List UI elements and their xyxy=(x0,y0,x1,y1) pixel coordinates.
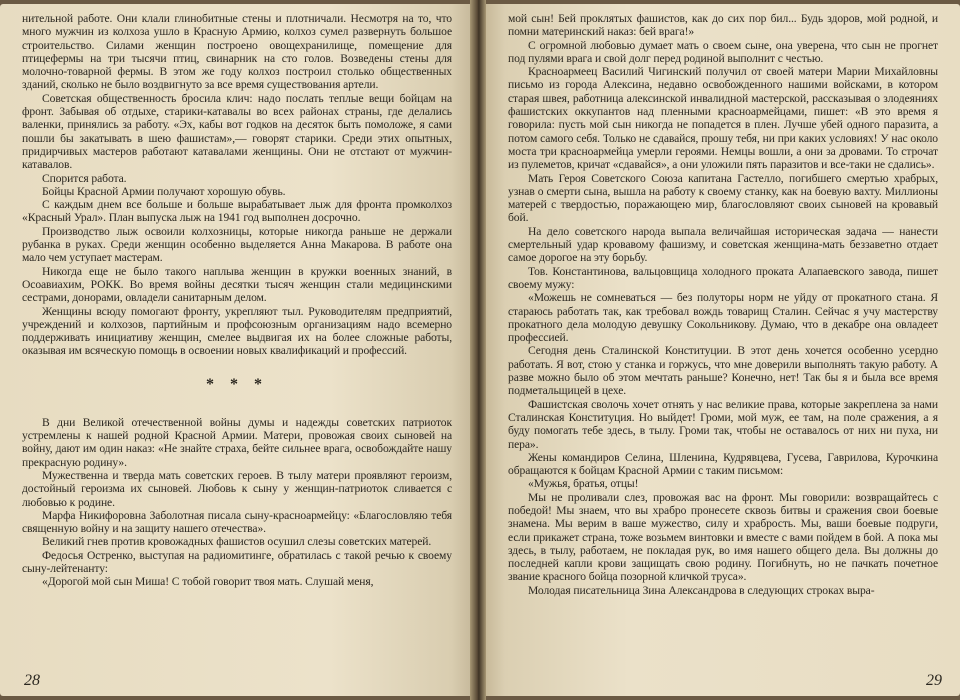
left-paragraph-2: Советская общественность бросила клич: надо послать теплые вещи бойцам на фронт. Забывая об отдыхе, старики-катавалы во всех районах страны, где делались валенки, принялись за работу. «Эх, кабы вот годков на десяток быть помоложе, я сами пошли бы закатывать в шею фашистам»,— говорят старики. Среди этих опытных, придирчивых мастеров работают катавалами женщины. Они не отстают от мужчин-катавалов. xyxy=(22,91,452,172)
right-paragraph-9: Фашистская сволочь хочет отнять у нас великие права, которые закреплена за нами Сталинская Конституция. Но выйдет! Громи, мой муж, ее там, на поле сражения, а я буду помогать тебе здесь, в тылу. Громи так, чтобы не оставалось от них ни пуха, ни пера». xyxy=(508,397,938,451)
right-paragraph-11: «Мужья, братья, отцы! xyxy=(528,477,639,491)
left-paragraph-8: Женщины всюду помогают фронту, укрепляют тыл. Руководителям предприятий, учреждений и колхозов, партийным и профсоюзным организациям надо всемерно поддерживать инициативу женщин, смелее выдвигая их на более сложные работы, оказывая им всяческую помощь в освоении новых квалификаций и профессий. xyxy=(22,304,452,358)
right-page-number: 29 xyxy=(926,672,942,689)
left-paragraph-12: Великий гнев против кровожадных фашистов осушил слезы советских матерей. xyxy=(42,535,432,549)
section-separator: * * * xyxy=(206,375,268,393)
right-paragraph-5: На дело советского народа выпала величайшая историческая задача — нанести смертельный удар кровавому фашизму, и советская женщина-мать беззаветно отдает самое дорогое на эту борьбу. xyxy=(508,224,938,265)
left-page-number: 28 xyxy=(24,672,40,689)
right-paragraph-7: «Можешь не сомневаться — без полуторы норм не уйду от прокатного стана. Я стараюсь работать так, как требовал вождь товарищ Сталин. Сейчас я учу мастерству прокатного дела молодую девушку Сокольникову. Думаю, что в декабре она овладеет профессией. xyxy=(508,291,938,345)
right-paragraph-6: Тов. Константинова, вальцовщица холодного проката Алапаевского завода, пишет своему мужу: xyxy=(508,264,938,291)
left-paragraph-1: нительной работе. Они клали глинобитные стены и плотничали. Несмотря на то, что много мужчин из колхоза ушло в Красную Армию, колхоз сумел развернуть большое строительство. Силами женщин построено овощехранилище, помещение для птицефермы на три тысячи птиц, свинарник на сто голов. Возведены стены для молочно-товарной фермы. В этом же году колхоз построил столько общественных зданий, сколько не было воздвигнуто за все время существования артели. xyxy=(22,12,452,92)
right-paragraph-13: Молодая писательница Зина Александрова в следующих строках выра- xyxy=(528,583,875,597)
left-paragraph-13: Федосья Остренко, выступая на радиомитинге, обратилась с такой речью к своему сыну-лейтенанту: xyxy=(22,548,452,575)
left-paragraph-10: Мужественна и тверда мать советских героев. В тылу матери проявляют героизм, достойный героизма их сыновей. Любовь к сыну у женщин-патриоток сливается с любовью к родине. xyxy=(22,468,452,509)
book-gutter xyxy=(470,0,486,700)
left-paragraph-7: Никогда еще не было такого наплыва женщин в кружки военных знаний, в Осоавиахим, РОКК. Во время войны десятки тысяч женщин стали медицинскими сестрами, донорами, овладели санитарным делом. xyxy=(22,264,452,305)
left-paragraph-3: Спорится работа. xyxy=(42,171,127,185)
right-paragraph-10: Жены командиров Селина, Шленина, Кудрявцева, Гусева, Гаврилова, Курочкина обращаются к бойцам Красной Армии с таким письмом: xyxy=(508,450,938,478)
left-paragraph-11: Марфа Никифоровна Заболотная писала сыну-красноармейцу: «Благословляю тебя священную войну и на защиту нашего отечества». xyxy=(22,508,452,536)
right-paragraph-3: Красноармеец Василий Чигинский получил от своей матери Марии Михайловны письмо из города Алексина, недавно освобожденного нашими войсками, в котором старая швея, работница алексинской инвалидной мастерской, рассказывая о злодеяниях фашистских оккупантов над пленными красноармейцами, пишет: «В это время я говорила: пусть мой сын никогда не попадется в плен. Лучше убей одного паразита, а потом самого себя. Только не сдавайся, прошу тебя, ни при каких условиях! У нас около моста три красноармейца умерли героями. Немцы вошли, а они за дровами. То строчат из пулеметов, кричат «сдавайся», а они уложили пять паразитов и все-таки не сдались». xyxy=(508,65,938,172)
left-paragraph-14: «Дорогой мой сын Миша! С тобой говорит твоя мать. Слушай меня, xyxy=(42,575,374,589)
right-paragraph-1: мой сын! Бей проклятых фашистов, как до сих пор бил... Будь здоров, мой родной, и помни материнский наказ: бей врага!» xyxy=(508,12,938,39)
right-paragraph-8: Сегодня день Сталинской Конституции. В этот день хочется особенно усердно работать. Я вот, стою у станка и горжусь, что мне доверили выполнять такую работу. А разве можно было об этом мечтать раньше? Конечно, нет! Так бы я и была все время подметальщицей в цехе. xyxy=(508,344,938,398)
right-page xyxy=(486,4,960,696)
right-paragraph-12: Мы не проливали слез, провожая вас на фронт. Мы говорили: возвращайтесь с победой! Мы знаем, что вы храбро пронесете сквозь битвы и сражения свои боевые знамена. Мы верим в ваше мужество, силу и храбрость. Мы, ваши боевые подруги, если прикажет страна, тоже возьмем винтовки и вместе с вами пойдем в бой. А пока мы здесь, в тылу, работаем, не покладая рук, во имя нашего общего дела. Вы должны до последней капли крови защищать свою родину. Погибнуть, но не пачкать почетное звание красного бойца позорной кличкой труса». xyxy=(508,490,938,584)
right-paragraph-4: Мать Героя Советского Союза капитана Гастелло, погибшего смертью храбрых, узнав о смерти сына, вышла на работу к своему станку, как на боевую вахту. Миллионы матерей с твердостью, поражающею мир, благословляют своих сыновей на кровавый бой. xyxy=(508,171,938,225)
right-paragraph-2: С огромной любовью думает мать о своем сыне, она уверена, что сын не прогнет под пулями врага и свой долг перед родиной выполнит с честью. xyxy=(508,38,938,65)
left-paragraph-6: Производство лыж освоили колхозницы, которые никогда раньше не держали рубанка в руках. Среди женщин особенно выделяется Анна Макарова. В работе она мало чем уступает мастерам. xyxy=(22,224,452,265)
left-page xyxy=(0,4,470,696)
left-paragraph-9: В дни Великой отечественной войны думы и надежды советских патриоток устремлены к нашей родной Красной Армии. Матери, провожая своих сыновей на войну, дают им один наказ: «Не знайте страха, бейте сильнее врага, освобождайте нашу прекрасную родину». xyxy=(22,415,452,469)
left-paragraph-5: С каждым днем все больше и больше вырабатывает лыж для фронта промколхоз «Красный Урал». План выпуска лыж на 1941 год выполнен досрочно. xyxy=(22,198,452,225)
left-paragraph-4: Бойцы Красной Армии получают хорошую обувь. xyxy=(42,184,286,198)
